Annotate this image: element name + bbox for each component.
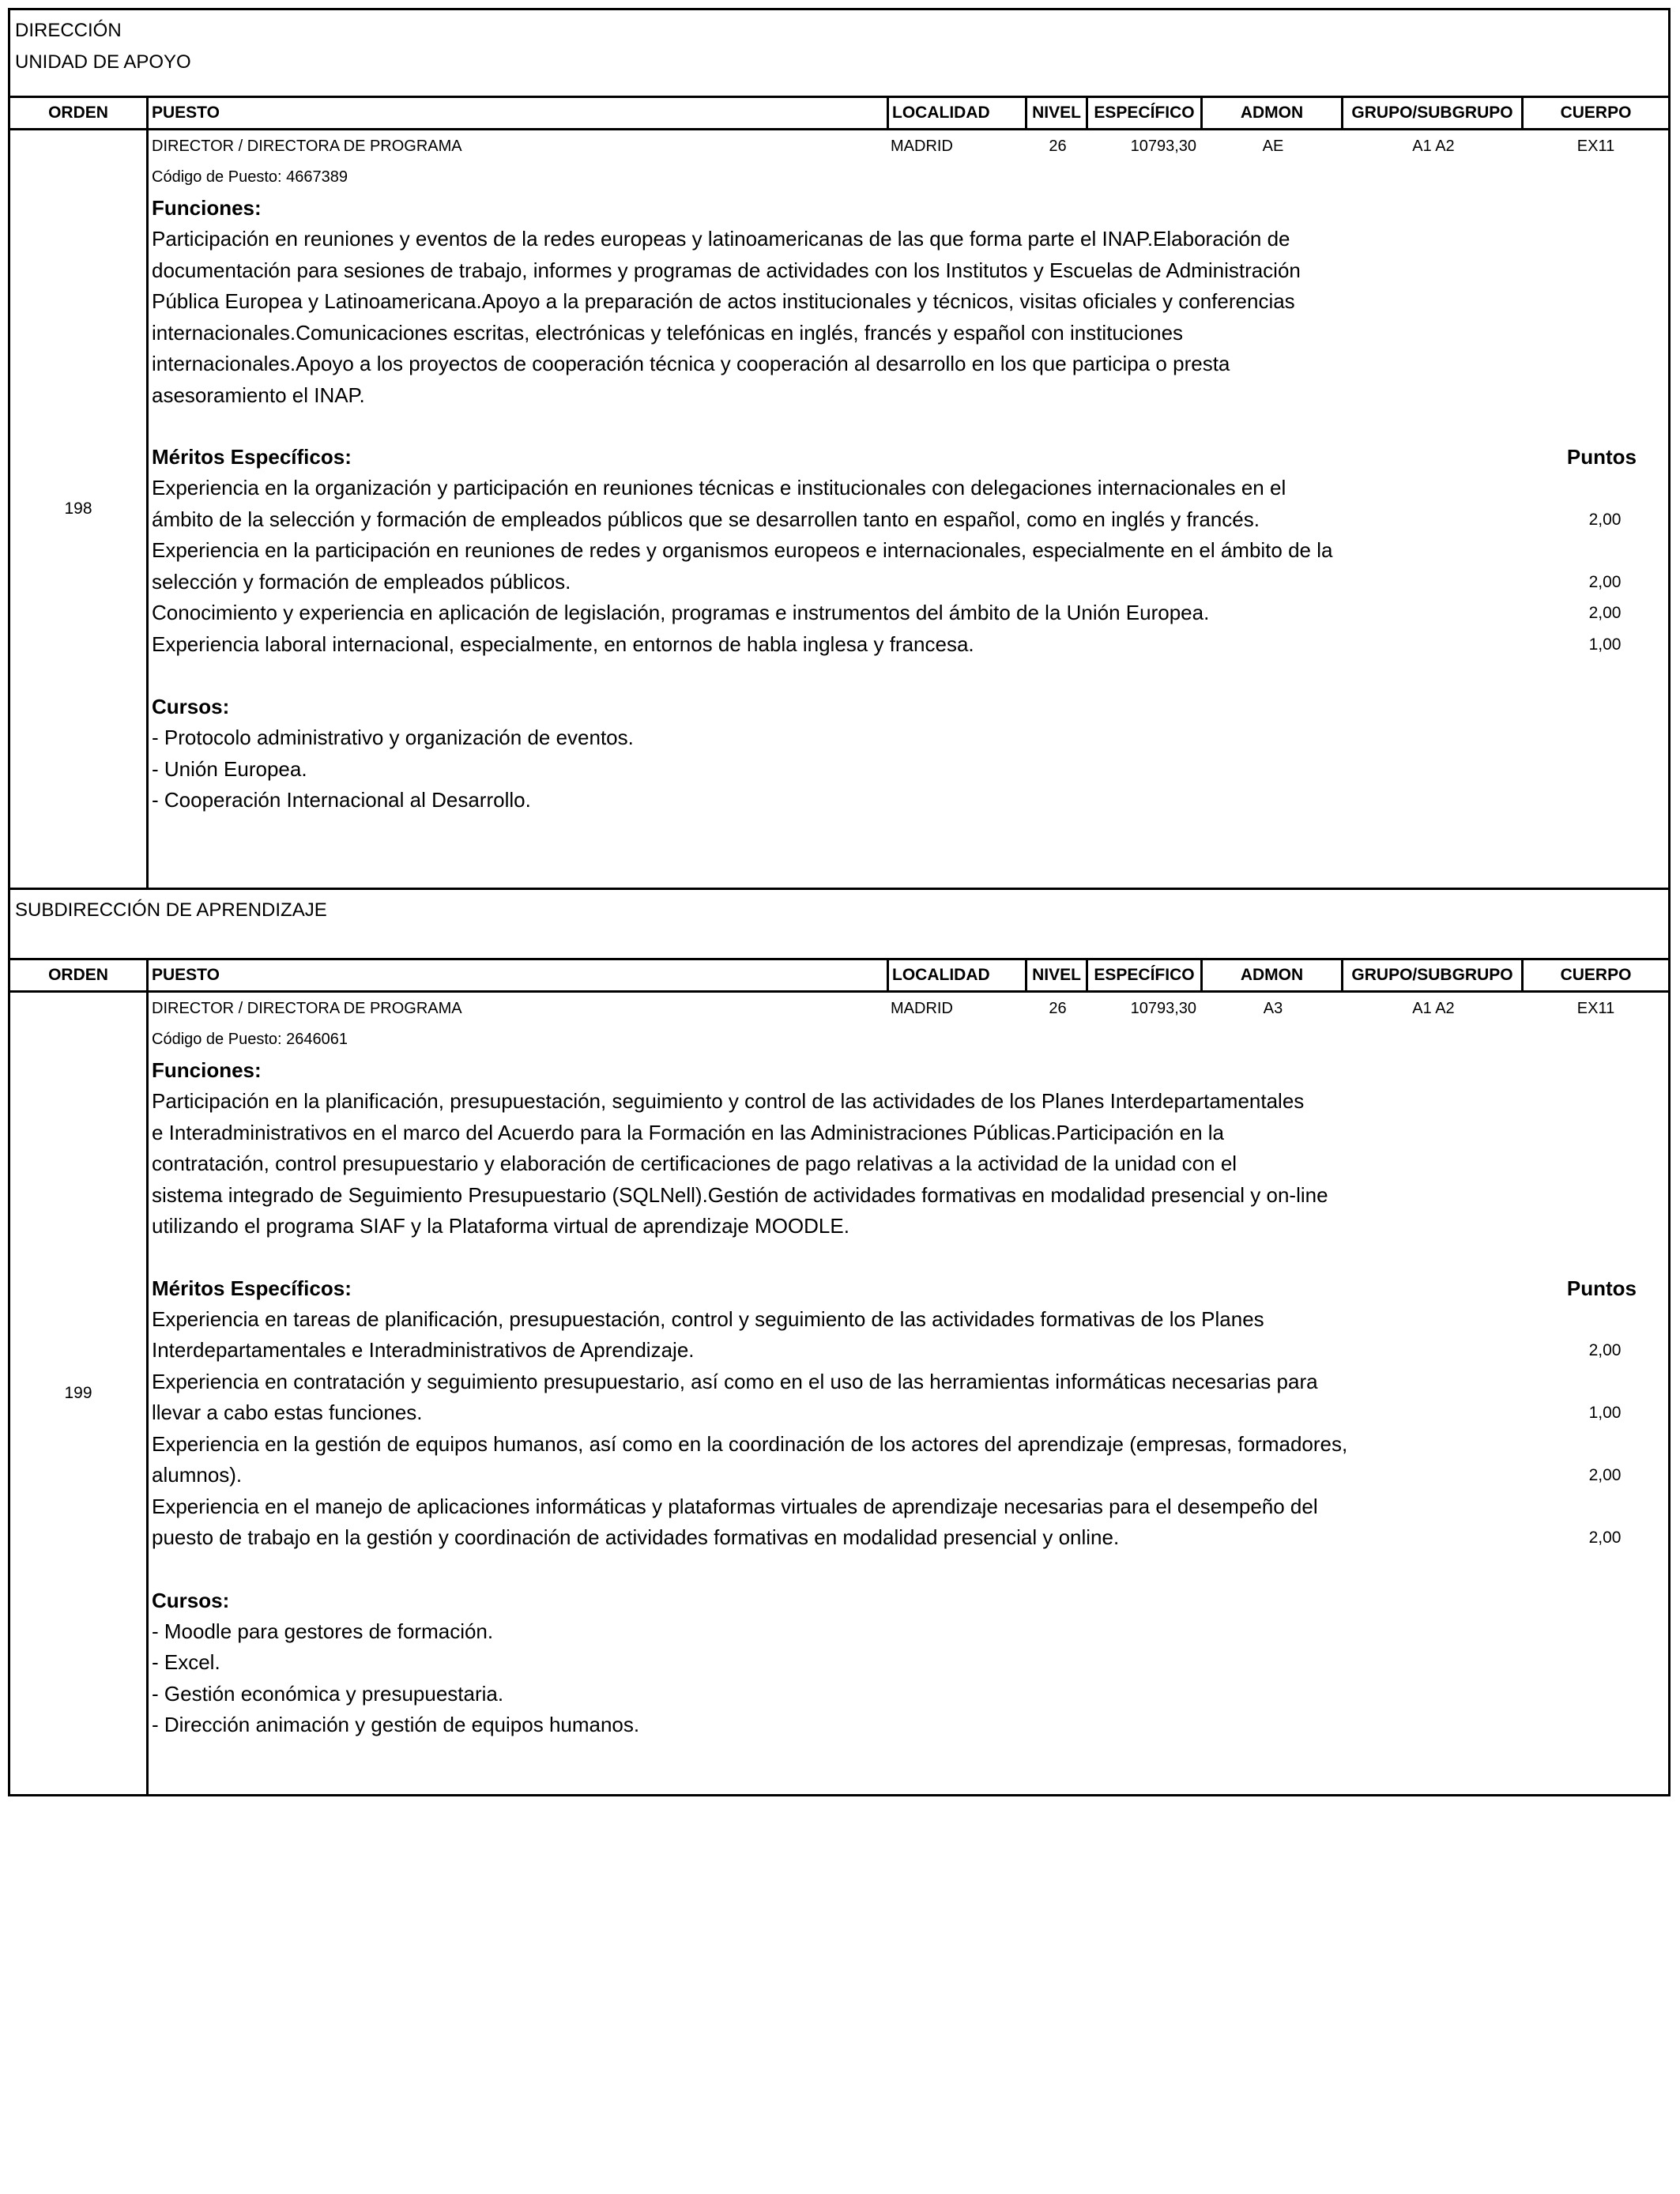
nivel-value: 26	[1049, 138, 1067, 155]
merito-line: ámbito de la selección y formación de empleados públicos que se desarrollen tanto en español, como en inglés y francés.	[152, 507, 1260, 531]
merito-puntos: 1,00	[1588, 1404, 1622, 1422]
orden-value: 199	[10, 993, 149, 1794]
orden-value: 198	[10, 130, 149, 888]
curso-item: - Excel.	[152, 1650, 220, 1674]
cursos-heading: Cursos:	[152, 1588, 230, 1612]
cursos-heading: Cursos:	[152, 695, 230, 718]
org-unit-subtitle: UNIDAD DE APOYO	[15, 51, 191, 73]
curso-item: - Moodle para gestores de formación.	[152, 1619, 494, 1643]
column-header-row	[10, 960, 1668, 993]
row-detail	[149, 130, 1668, 888]
funciones-line: internacionales.Comunicaciones escritas, electrónicas y telefónicas en inglés, francés y español con instituciones	[152, 320, 1184, 345]
merito-item	[149, 629, 1668, 661]
grupo-value: A1 A2	[1412, 1000, 1455, 1017]
curso-item: - Dirección animación y gestión de equipos humanos.	[152, 1713, 640, 1736]
col-cuerpo: CUERPO	[1560, 966, 1632, 984]
meritos-heading-row	[149, 1273, 1668, 1304]
merito-line: Experiencia en el manejo de aplicaciones informáticas y plataformas virtuales de aprendizaje necesarias para el desempeño del	[152, 1494, 1318, 1518]
merito-line: alumnos).	[152, 1463, 243, 1487]
col-puesto: PUESTO	[149, 98, 889, 128]
merito-puntos: 2,00	[1588, 510, 1622, 529]
table-row	[10, 993, 1668, 1794]
merito-line: Experiencia en la gestión de equipos humanos, así como en la coordinación de los actores del aprendizaje (empresas, formadores,	[152, 1431, 1348, 1456]
org-header	[10, 10, 1668, 98]
puesto-value: DIRECTOR / DIRECTORA DE PROGRAMA	[152, 1000, 462, 1017]
curso-item: - Protocolo administrativo y organización de eventos.	[152, 726, 634, 749]
funciones-line: Participación en reuniones y eventos de la redes europeas y latinoamericanas de las que forma parte el INAP.Elaboración de	[152, 227, 1290, 251]
job-listing-document	[8, 8, 1671, 1796]
merito-item	[149, 1304, 1668, 1367]
merito-line: Conocimiento y experiencia en aplicación de legislación, programas e instrumentos del ámbito de la Unión Europea.	[152, 601, 1210, 624]
meritos-block	[149, 442, 1668, 660]
merito-puntos: 2,00	[1588, 604, 1622, 622]
merito-line: Experiencia en contratación y seguimiento presupuestario, así como en el uso de las herramientas informáticas necesarias para	[152, 1369, 1318, 1393]
funciones-line: sistema integrado de Seguimiento Presupuestario (SQLNell).Gestión de actividades formativas en modalidad presencial y on-line	[152, 1182, 1328, 1207]
meritos-heading: Méritos Específicos:	[152, 445, 352, 469]
curso-item: - Unión Europea.	[152, 756, 307, 781]
funciones-line: Participación en la planificación, presupuestación, seguimiento y control de las actividades de los Planes Interdepartamentales	[152, 1089, 1305, 1113]
section-direccion	[8, 8, 1671, 890]
row-detail	[149, 993, 1668, 1794]
funciones-text	[149, 1086, 1668, 1242]
puesto-value: DIRECTOR / DIRECTORA DE PROGRAMA	[152, 138, 462, 155]
merito-item	[149, 1429, 1668, 1491]
org-unit-title: DIRECCIÓN	[15, 20, 122, 41]
merito-line: Experiencia laboral internacional, especialmente, en entornos de habla inglesa y francesa.	[152, 631, 974, 656]
especifico-value: 10793,30	[1130, 138, 1196, 155]
col-cuerpo: CUERPO	[1560, 104, 1632, 122]
merito-puntos: 2,00	[1588, 1466, 1622, 1484]
col-grupo: GRUPO/SUBGRUPO	[1343, 98, 1524, 128]
localidad-value: MADRID	[891, 138, 953, 155]
admon-value: AE	[1262, 138, 1284, 155]
merito-puntos: 2,00	[1588, 1529, 1622, 1547]
curso-item: - Cooperación Internacional al Desarrollo.	[152, 788, 531, 812]
section-subdireccion	[8, 890, 1671, 1796]
funciones-line: Pública Europea y Latinoamericana.Apoyo a la preparación de actos institucionales y técnicos, visitas oficiales y conferencias	[152, 289, 1295, 313]
position-summary	[149, 130, 1668, 162]
col-admon: ADMON	[1203, 960, 1343, 990]
puntos-heading: Puntos	[1566, 445, 1637, 469]
merito-line: puesto de trabajo en la gestión y coordinación de actividades formativas en modalidad presencial y online.	[152, 1525, 1120, 1549]
merito-item	[149, 535, 1668, 598]
funciones-line: contratación, control presupuestario y elaboración de certificaciones de pago relativas a la actividad de la unidad con el	[152, 1152, 1237, 1175]
funciones-heading: Funciones:	[152, 196, 262, 220]
codigo-puesto: Código de Puesto: 2646061	[152, 1031, 348, 1048]
cuerpo-value: EX11	[1576, 138, 1615, 155]
column-header-row	[10, 98, 1668, 130]
funciones-heading: Funciones:	[152, 1058, 262, 1082]
org-header	[10, 890, 1668, 960]
org-unit-title: SUBDIRECCIÓN DE APRENDIZAJE	[15, 899, 327, 921]
merito-line: Interdepartamentales e Interadministrativos de Aprendizaje.	[152, 1338, 695, 1362]
col-localidad: LOCALIDAD	[889, 960, 1027, 990]
col-admon: ADMON	[1203, 98, 1343, 128]
merito-puntos: 2,00	[1588, 572, 1622, 591]
meritos-heading: Méritos Específicos:	[152, 1276, 352, 1300]
merito-item	[149, 1367, 1668, 1429]
merito-puntos: 2,00	[1588, 1341, 1622, 1359]
col-especifico: ESPECÍFICO	[1088, 98, 1203, 128]
merito-item	[149, 473, 1668, 535]
position-summary	[149, 993, 1668, 1024]
col-orden: ORDEN	[10, 98, 149, 128]
col-nivel: NIVEL	[1027, 98, 1088, 128]
merito-line: Experiencia en la organización y participación en reuniones técnicas e institucionales con delegaciones internacionales en el	[152, 476, 1286, 499]
localidad-value: MADRID	[891, 1000, 953, 1017]
merito-line: llevar a cabo estas funciones.	[152, 1400, 423, 1424]
curso-item: - Gestión económica y presupuestaria.	[152, 1681, 504, 1706]
cursos-list	[149, 1616, 1668, 1741]
puntos-heading: Puntos	[1566, 1276, 1637, 1300]
merito-line: Experiencia en la participación en reuniones de redes y organismos europeos e internacionales, especialmente en el ámbito de la	[152, 538, 1333, 562]
col-grupo: GRUPO/SUBGRUPO	[1343, 960, 1524, 990]
table-row	[10, 130, 1668, 890]
merito-item	[149, 598, 1668, 629]
funciones-line: e Interadministrativos en el marco del Acuerdo para la Formación en las Administraciones Públicas.Participación en la	[152, 1120, 1225, 1144]
col-orden: ORDEN	[10, 960, 149, 990]
funciones-line: utilizando el programa SIAF y la Plataforma virtual de aprendizaje MOODLE.	[152, 1214, 849, 1238]
merito-item	[149, 1491, 1668, 1554]
codigo-puesto: Código de Puesto: 4667389	[152, 168, 348, 186]
meritos-heading-row	[149, 442, 1668, 473]
merito-puntos: 1,00	[1588, 635, 1622, 654]
merito-line: Experiencia en tareas de planificación, presupuestación, control y seguimiento de las actividades formativas de los Planes	[152, 1306, 1264, 1331]
grupo-value: A1 A2	[1412, 138, 1455, 155]
col-localidad: LOCALIDAD	[889, 98, 1027, 128]
funciones-line: internacionales.Apoyo a los proyectos de cooperación técnica y cooperación al desarrollo en los que participa o presta	[152, 352, 1230, 375]
admon-value: A3	[1263, 1000, 1283, 1017]
cursos-list	[149, 722, 1668, 816]
col-puesto: PUESTO	[149, 960, 889, 990]
funciones-line: documentación para sesiones de trabajo, informes y programas de actividades con los Institutos y Escuelas de Administración	[152, 258, 1301, 282]
col-especifico: ESPECÍFICO	[1088, 960, 1203, 990]
merito-line: selección y formación de empleados públicos.	[152, 569, 571, 594]
funciones-text	[149, 224, 1668, 411]
meritos-block	[149, 1273, 1668, 1554]
col-nivel: NIVEL	[1027, 960, 1088, 990]
funciones-line: asesoramiento el INAP.	[152, 383, 365, 407]
especifico-value: 10793,30	[1130, 1000, 1196, 1017]
nivel-value: 26	[1049, 1000, 1067, 1017]
cuerpo-value: EX11	[1576, 1000, 1615, 1017]
